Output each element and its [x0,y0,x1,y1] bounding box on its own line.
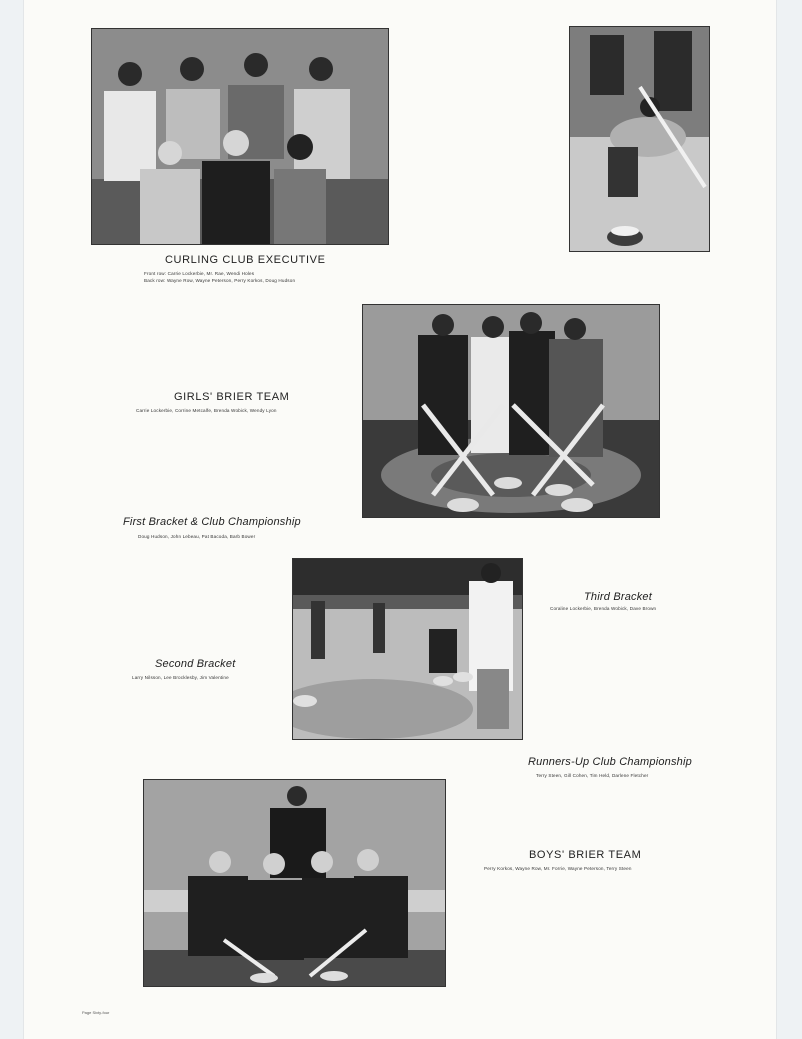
caption-boys-brier-team: Perry Korkos, Wayne Row, Mr. Forrie, Wayne Peterson, Terry Steen [484,866,632,871]
photo-girls-brier-team [362,304,660,518]
heading-third-bracket: Third Bracket [584,591,653,603]
yearbook-page [24,0,776,1039]
caption-executive-front-row: Front row: Carrie Lockerbie, Mr. Rae, Wendi Holes [144,271,255,276]
heading-girls-brier-team: GIRLS' BRIER TEAM [174,391,290,403]
caption-third-bracket: Coraline Lockerbie, Brenda Wobick, Dave Brown [550,606,657,611]
heading-boys-brier-team: BOYS' BRIER TEAM [529,849,642,861]
photo-boys-brier-team [143,779,446,987]
caption-girls-brier-team: Carrie Lockerbie, Corrine Metcalfe, Brenda Wobick, Wendy Lyon [136,408,277,413]
caption-first-bracket: Doug Hudson, John Lebeau, Pat Bacoda, Barb Bower [138,534,256,539]
caption-executive-back-row: Back row: Wayne Row, Wayne Peterson, Perry Korkos, Doug Hudson [144,278,296,283]
caption-runners-up: Terry Steen, Gill Cohen, Tim Held, Darlene Fletcher [536,773,649,778]
page-number: Page Sixty-four [82,1010,110,1015]
heading-second-bracket: Second Bracket [155,658,236,670]
caption-second-bracket: Larry Nilsson, Lee Brocklesby, Jim Valentine [132,675,229,680]
heading-runners-up: Runners-Up Club Championship [528,756,692,768]
photo-curler-sweeping [569,26,710,252]
photo-curling-club-executive [91,28,389,245]
heading-curling-club-executive: CURLING CLUB EXECUTIVE [165,254,326,266]
heading-first-bracket: First Bracket & Club Championship [123,516,301,528]
photo-curlers-on-ice [292,558,523,740]
